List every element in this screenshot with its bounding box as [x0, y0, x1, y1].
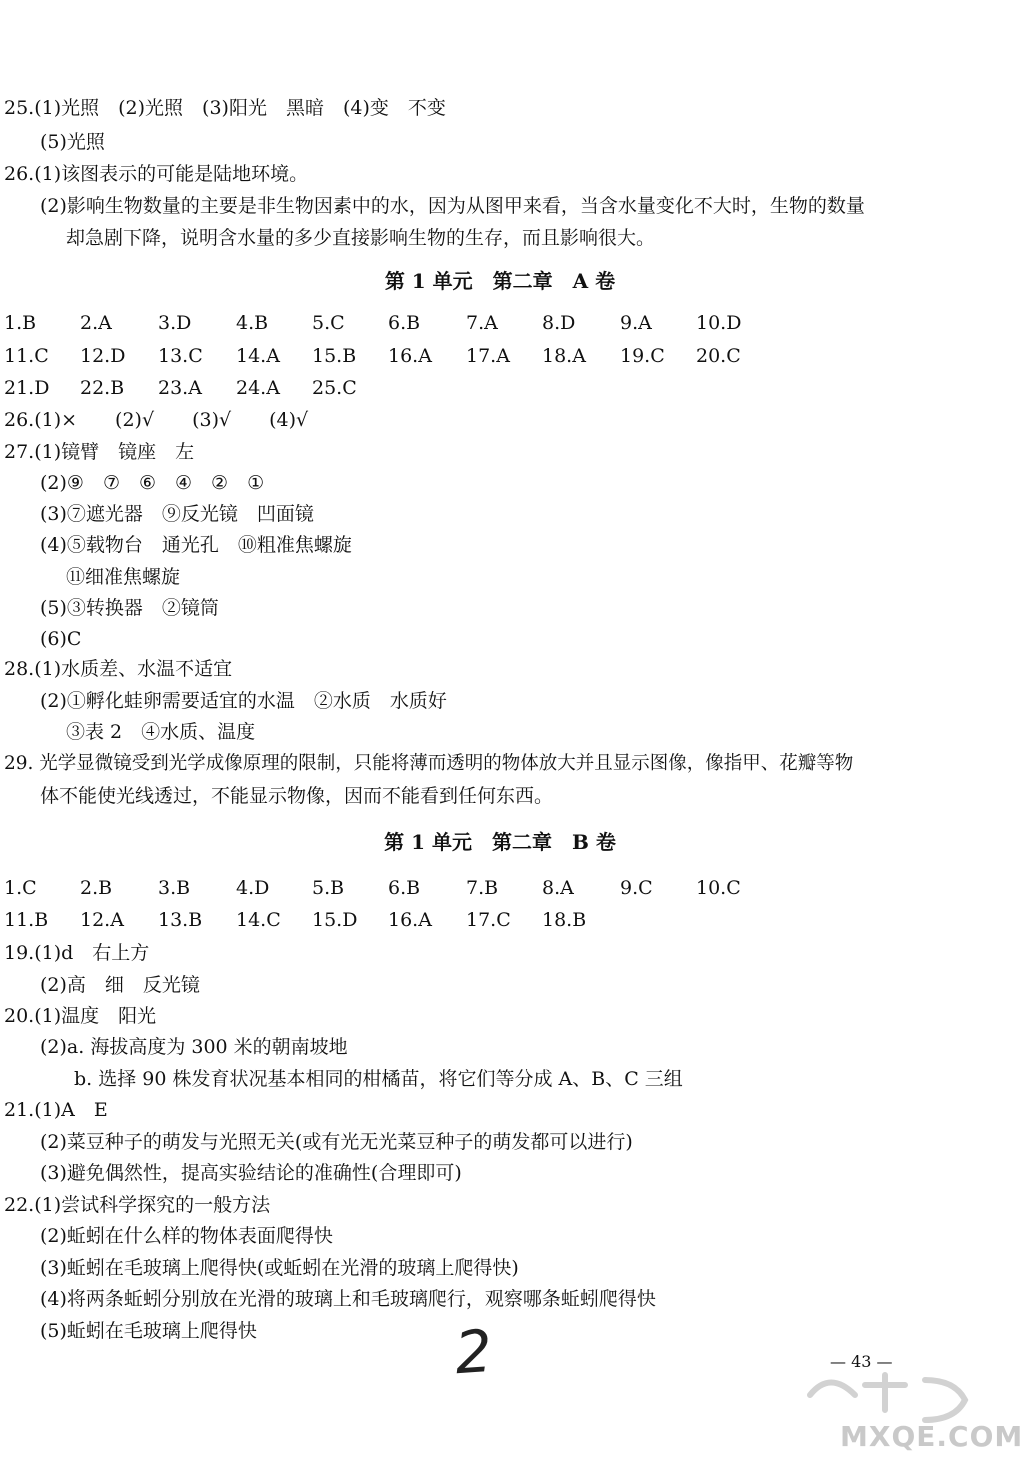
answer-a29-line2: 体不能使光线透过，不能显示物像，因而不能看到任何东西。 — [40, 785, 554, 807]
mc-answer: 12.A — [80, 909, 124, 931]
mc-answer: 9.C — [620, 877, 653, 899]
answer-b20-line2: (2)a. 海拔高度为 300 米的朝南坡地 — [40, 1036, 348, 1058]
mc-answer: 19.C — [620, 345, 665, 367]
answer-b21-line3: (3)避免偶然性，提高实验结论的准确性(合理即可) — [40, 1162, 462, 1184]
mc-answer: 2.B — [80, 877, 113, 899]
answer-26-line2: (2)影响生物数量的主要是非生物因素中的水，因为从图甲来看，当含水量变化不大时，生物的数量 — [40, 195, 865, 217]
mc-answer: 21.D — [4, 377, 50, 399]
mc-answer: 11.C — [4, 345, 49, 367]
answer-b20-line1: 20.(1)温度 阳光 — [4, 1005, 157, 1027]
mc-answer: 6.B — [388, 877, 421, 899]
answer-a27-line3: (3)⑦遮光器 ⑨反光镜 凹面镜 — [40, 503, 314, 525]
mc-answer: 9.A — [620, 312, 652, 334]
mc-answer: 3.B — [158, 877, 191, 899]
answer-25-line2: (5)光照 — [40, 131, 105, 153]
mc-answer: 3.D — [158, 312, 192, 334]
answer-b20-line3: b. 选择 90 株发育状况基本相同的柑橘苗，将它们等分成 A、B、C 三组 — [74, 1068, 683, 1090]
answer-a28-line3: ③表 2 ④水质、温度 — [66, 721, 256, 743]
mc-answer: 16.A — [388, 909, 432, 931]
handwritten-mark: 2 — [452, 1316, 495, 1388]
answer-b19-line1: 19.(1)d 右上方 — [4, 942, 150, 964]
answer-b22-line3: (3)蚯蚓在毛玻璃上爬得快(或蚯蚓在光滑的玻璃上爬得快) — [40, 1257, 519, 1279]
mc-answer: 12.D — [80, 345, 126, 367]
mc-answer: 20.C — [696, 345, 741, 367]
mc-answer: 17.A — [466, 345, 510, 367]
answer-a27-line4: (4)⑤载物台 通光孔 ⑩粗准焦螺旋 — [40, 534, 352, 556]
mc-answer: 6.B — [388, 312, 421, 334]
mc-answer: 15.B — [312, 345, 357, 367]
answer-26-line1: 26.(1)该图表示的可能是陆地环境。 — [4, 163, 309, 185]
mc-answer: 11.B — [4, 909, 49, 931]
mc-answer: 22.B — [80, 377, 125, 399]
mc-answer: 24.A — [236, 377, 280, 399]
watermark-text: MXQE.COM — [840, 1420, 1023, 1453]
answer-a27-line7: (6)C — [40, 628, 82, 650]
mc-answer: 1.C — [4, 877, 37, 899]
mc-answer: 7.A — [466, 312, 498, 334]
answer-b22-line5: (5)蚯蚓在毛玻璃上爬得快 — [40, 1320, 257, 1342]
mc-answer: 14.C — [236, 909, 281, 931]
mc-answer: 18.B — [542, 909, 587, 931]
answer-b21-line1: 21.(1)A E — [4, 1099, 108, 1121]
answer-a28-line2: (2)①孵化蛙卵需要适宜的水温 ②水质 水质好 — [40, 690, 447, 712]
answer-a26: 26.(1)× (2)√ (3)√ (4)√ — [4, 409, 309, 431]
mc-answer: 10.C — [696, 877, 741, 899]
mc-answer: 17.C — [466, 909, 511, 931]
mc-answer: 13.B — [158, 909, 203, 931]
mc-answer: 5.C — [312, 312, 345, 334]
mc-answer: 23.A — [158, 377, 202, 399]
mc-answer: 5.B — [312, 877, 345, 899]
answer-a29-line1: 29. 光学显微镜受到光学成像原理的限制，只能将薄而透明的物体放大并且显示图像，像指甲、花瓣等物 — [4, 753, 854, 774]
answer-a27-line2: (2)⑨ ⑦ ⑥ ④ ② ① — [40, 472, 265, 494]
mc-answer: 16.A — [388, 345, 432, 367]
answer-b22-line2: (2)蚯蚓在什么样的物体表面爬得快 — [40, 1225, 333, 1247]
answer-b19-line2: (2)高 细 反光镜 — [40, 974, 200, 996]
answer-a27-line1: 27.(1)镜臂 镜座 左 — [4, 441, 195, 463]
mc-answer: 1.B — [4, 312, 37, 334]
mc-answer: 8.A — [542, 877, 574, 899]
mc-answer: 4.B — [236, 312, 269, 334]
answer-a28-line1: 28.(1)水质差、水温不适宜 — [4, 658, 233, 680]
mc-answer: 2.A — [80, 312, 112, 334]
page-number: — 43 — — [830, 1352, 893, 1371]
answer-26-line3: 却急剧下降，说明含水量的多少直接影响生物的生存，而且影响很大。 — [66, 227, 656, 249]
mc-answer: 4.D — [236, 877, 270, 899]
mc-answer: 18.A — [542, 345, 586, 367]
mc-answer: 10.D — [696, 312, 742, 334]
answer-25-line1: 25.(1)光照 (2)光照 (3)阳光 黑暗 (4)变 不变 — [4, 97, 446, 119]
mc-answer: 15.D — [312, 909, 358, 931]
mc-answer: 8.D — [542, 312, 576, 334]
mc-answer: 14.A — [236, 345, 280, 367]
answer-a27-line5: ⑪细准焦螺旋 — [66, 566, 181, 588]
mc-answer: 25.C — [312, 377, 357, 399]
answer-a27-line6: (5)③转换器 ②镜筒 — [40, 597, 219, 619]
answer-b21-line2: (2)菜豆种子的萌发与光照无关(或有光无光菜豆种子的萌发都可以进行) — [40, 1131, 633, 1153]
mc-answer: 13.C — [158, 345, 203, 367]
mc-answer: 7.B — [466, 877, 499, 899]
answer-b22-line4: (4)将两条蚯蚓分别放在光滑的玻璃上和毛玻璃爬行，观察哪条蚯蚓爬得快 — [40, 1288, 656, 1310]
answer-b22-line1: 22.(1)尝试科学探究的一般方法 — [4, 1194, 271, 1216]
section-a-heading: 第 1 单元 第二章 A 卷 — [384, 269, 616, 293]
section-b-heading: 第 1 单元 第二章 B 卷 — [384, 830, 616, 854]
